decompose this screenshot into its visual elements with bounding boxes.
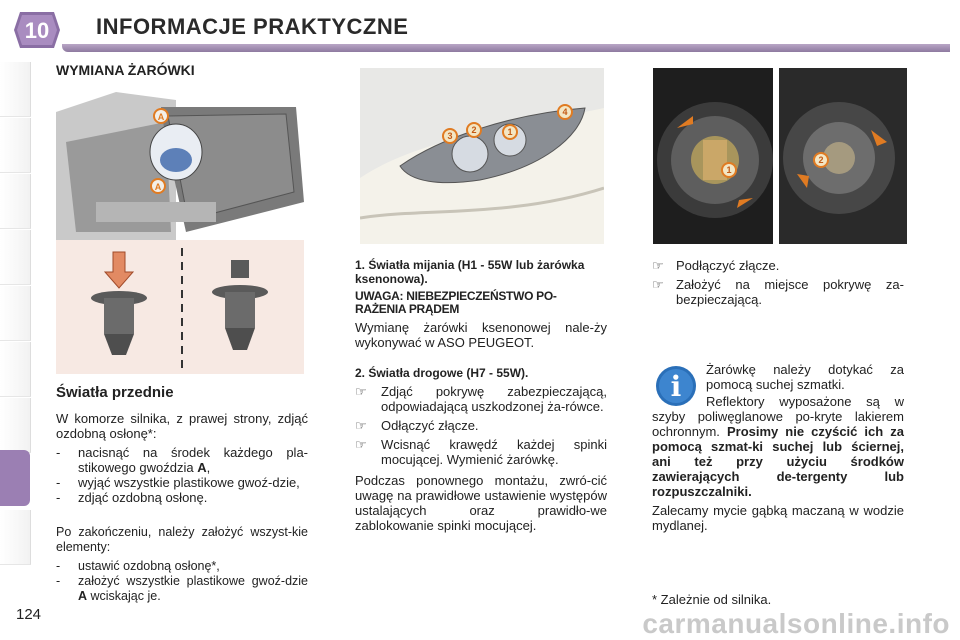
bulb-photo-left: [653, 68, 773, 244]
list-item: ☞ Podłączyć złącze.: [652, 258, 780, 273]
list-item: - założyć wszystkie plastikowe gwoź-dzie A wciskając je.: [56, 574, 308, 603]
chapter-number: 10: [24, 18, 50, 43]
front-lights-title: Światła przednie: [56, 384, 174, 401]
bulb-photo-right: [779, 68, 907, 244]
dipped-beam-title: 1. Światła mijania (H1 - 55W lub żarówka ksenonowa).: [355, 258, 585, 286]
info-box: [652, 394, 904, 533]
page-title: INFORMACJE PRAKTYCZNE: [96, 14, 409, 39]
side-tab[interactable]: [0, 510, 31, 565]
engine-bay-image: [56, 82, 304, 240]
side-tab[interactable]: [0, 230, 31, 285]
info-cleaning-note: Zalecamy mycie gąbką maczaną w wodzie mydlanej.: [652, 503, 904, 533]
callout-2: 2: [818, 155, 824, 165]
side-tab[interactable]: [0, 286, 31, 341]
info-touch-note: Żarówkę należy dotykać za pomocą suchej szmatki.: [706, 362, 904, 392]
list-item: - ustawić ozdobną osłonę*,: [56, 559, 220, 573]
page-number: 124: [16, 606, 42, 623]
footnote: * Zależnie od silnika.: [652, 592, 772, 607]
side-tab-active[interactable]: [0, 450, 30, 506]
electric-shock-warning: UWAGA: NIEBEZPIECZEŃSTWO PO-RAŻENIA PRĄDEM: [355, 289, 557, 316]
watermark-url: carmanualsonline.info: [642, 608, 950, 639]
reassembly-intro: Po zakończeniu, należy założyć wszyst-kie elementy:: [56, 525, 308, 554]
chapter-badge: [14, 10, 60, 50]
callout-a: A: [157, 112, 165, 122]
list-item: - zdjąć ozdobną osłonę.: [56, 490, 208, 505]
info-polycarbonate-note: Reflektory wyposażone są w szyby poliwęglanowe po-kryte lakierem ochronnym. Prosimy nie czyścić ich za pomocą szmat-ki suchej lub ściernej, ani też przy użyciu środków zawierających de-tergenty lub rozpuszczalniki.: [652, 394, 904, 499]
side-tab[interactable]: [0, 62, 31, 117]
bulb-types-section: [355, 258, 607, 533]
front-lights-intro: W komorze silnika, z prawej strony, zdjąć ozdobną osłonę*:: [56, 411, 308, 441]
list-item: ☞ Odłączyć złącze.: [355, 418, 479, 433]
callout-1: 1: [507, 127, 513, 137]
side-tab[interactable]: [0, 118, 31, 173]
svg-text:i: i: [670, 370, 682, 403]
callout-2: 2: [471, 125, 477, 135]
callout-4: 4: [562, 107, 568, 117]
list-item: ☞ Założyć na miejsce pokrywę za-bezpieczającą.: [652, 277, 904, 307]
list-item: - wyjąć wszystkie plastikowe gwoź-dzie,: [56, 475, 300, 490]
section-title: WYMIANA ŻARÓWKI: [56, 62, 195, 78]
right-steps: [652, 258, 904, 307]
callout-1: 1: [726, 165, 732, 175]
list-item: ☞ Zdjąć pokrywę zabezpieczającą, odpowiadającą uszkodzonej ża-rówce.: [355, 384, 607, 414]
reassembly-note: Podczas ponownego montażu, zwró-cić uwagę na prawidłowe ustawienie występów ustalających oraz prawidło-we zablokowanie spinki mocującej.: [355, 473, 607, 533]
headlamp-image: [360, 68, 604, 244]
side-tab[interactable]: [0, 398, 31, 453]
list-item: - nacisnąć na środek każdego pla-stikowego gwoździa A,: [56, 445, 308, 475]
list-item: ☞ Wcisnąć krawędź każdej spinki mocującej. Wymienić żarówkę.: [355, 437, 607, 467]
callout-3: 3: [447, 131, 453, 141]
header-rule: [62, 44, 950, 52]
xenon-note: Wymianę żarówki ksenonowej nale-ży wykonywać w ASO PEUGEOT.: [355, 320, 607, 350]
front-lights-section: [56, 384, 308, 604]
side-tab[interactable]: [0, 342, 31, 397]
side-tab[interactable]: [0, 174, 31, 229]
plastic-rivet-diagram: [56, 240, 304, 374]
main-beam-title: 2. Światła drogowe (H7 - 55W).: [355, 366, 529, 380]
callout-a: A: [154, 182, 162, 192]
